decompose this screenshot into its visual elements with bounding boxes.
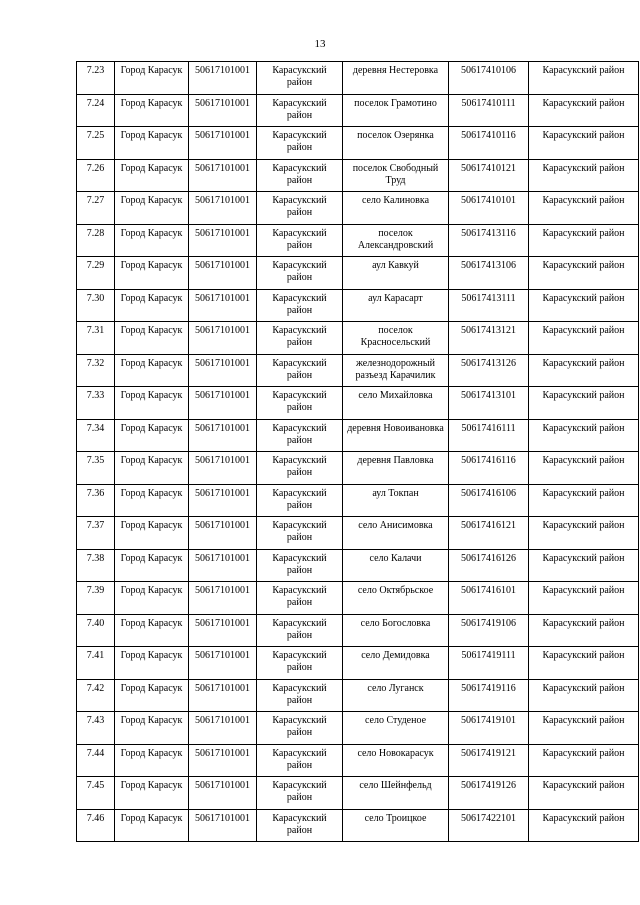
row-number-cell: 7.26 (77, 159, 115, 192)
settlement-cell: аул Кавкуй (343, 257, 449, 290)
settlement-cell: село Студеное (343, 712, 449, 745)
settlement-code-cell: 50617410121 (449, 159, 529, 192)
row-number-cell: 7.42 (77, 679, 115, 712)
row-number-cell: 7.46 (77, 809, 115, 842)
settlement-district-cell: Карасукский район (529, 712, 639, 745)
municipality-cell: Город Карасук (115, 744, 189, 777)
settlement-code-cell: 50617413121 (449, 322, 529, 355)
table-row (77, 744, 639, 777)
municipality-cell: Город Карасук (115, 159, 189, 192)
settlement-code-cell: 50617413101 (449, 387, 529, 420)
municipality-code-cell: 50617101001 (189, 192, 257, 225)
settlement-cell: деревня Павловка (343, 452, 449, 485)
municipality-code-cell: 50617101001 (189, 224, 257, 257)
district-cell: Карасукский район (257, 679, 343, 712)
municipality-cell: Город Карасук (115, 94, 189, 127)
settlement-code-cell: 50617419101 (449, 712, 529, 745)
table-row (77, 94, 639, 127)
district-cell: Карасукский район (257, 322, 343, 355)
municipality-cell: Город Карасук (115, 517, 189, 550)
table-row (77, 484, 639, 517)
settlement-code-cell: 50617410106 (449, 62, 529, 95)
row-number-cell: 7.41 (77, 647, 115, 680)
municipality-code-cell: 50617101001 (189, 159, 257, 192)
municipality-code-cell: 50617101001 (189, 419, 257, 452)
table-row (77, 387, 639, 420)
municipality-cell: Город Карасук (115, 192, 189, 225)
table-row (77, 777, 639, 810)
municipality-cell: Город Карасук (115, 647, 189, 680)
municipality-cell: Город Карасук (115, 387, 189, 420)
row-number-cell: 7.35 (77, 452, 115, 485)
settlement-code-cell: 50617416126 (449, 549, 529, 582)
table-row (77, 159, 639, 192)
row-number-cell: 7.38 (77, 549, 115, 582)
settlement-cell: село Шейнфельд (343, 777, 449, 810)
municipality-code-cell: 50617101001 (189, 62, 257, 95)
table-row (77, 289, 639, 322)
district-cell: Карасукский район (257, 777, 343, 810)
row-number-cell: 7.27 (77, 192, 115, 225)
municipality-code-cell: 50617101001 (189, 452, 257, 485)
settlement-cell: поселок Грамотино (343, 94, 449, 127)
row-number-cell: 7.45 (77, 777, 115, 810)
row-number-cell: 7.40 (77, 614, 115, 647)
row-number-cell: 7.24 (77, 94, 115, 127)
settlement-cell: село Калачи (343, 549, 449, 582)
municipality-cell: Город Карасук (115, 257, 189, 290)
municipality-cell: Город Карасук (115, 62, 189, 95)
settlement-district-cell: Карасукский район (529, 127, 639, 160)
municipality-cell: Город Карасук (115, 452, 189, 485)
settlement-cell: село Троицкое (343, 809, 449, 842)
table-row (77, 192, 639, 225)
table-row (77, 257, 639, 290)
municipality-code-cell: 50617101001 (189, 712, 257, 745)
municipality-cell: Город Карасук (115, 777, 189, 810)
row-number-cell: 7.23 (77, 62, 115, 95)
table-row (77, 127, 639, 160)
row-number-cell: 7.33 (77, 387, 115, 420)
settlement-district-cell: Карасукский район (529, 452, 639, 485)
settlement-district-cell: Карасукский район (529, 192, 639, 225)
municipality-code-cell: 50617101001 (189, 354, 257, 387)
row-number-cell: 7.44 (77, 744, 115, 777)
municipality-cell: Город Карасук (115, 289, 189, 322)
district-cell: Карасукский район (257, 192, 343, 225)
settlement-code-cell: 50617416116 (449, 452, 529, 485)
settlement-cell: деревня Новоивановка (343, 419, 449, 452)
municipality-cell: Город Карасук (115, 419, 189, 452)
municipality-code-cell: 50617101001 (189, 517, 257, 550)
municipality-cell: Город Карасук (115, 322, 189, 355)
settlement-district-cell: Карасукский район (529, 582, 639, 615)
settlement-cell: поселок Красносельский (343, 322, 449, 355)
settlement-district-cell: Карасукский район (529, 549, 639, 582)
municipality-code-cell: 50617101001 (189, 322, 257, 355)
settlement-cell: село Калиновка (343, 192, 449, 225)
district-cell: Карасукский район (257, 387, 343, 420)
row-number-cell: 7.43 (77, 712, 115, 745)
settlement-district-cell: Карасукский район (529, 809, 639, 842)
municipality-code-cell: 50617101001 (189, 582, 257, 615)
district-cell: Карасукский район (257, 549, 343, 582)
table-row (77, 419, 639, 452)
district-cell: Карасукский район (257, 582, 343, 615)
row-number-cell: 7.31 (77, 322, 115, 355)
settlement-code-cell: 50617419116 (449, 679, 529, 712)
settlement-district-cell: Карасукский район (529, 224, 639, 257)
municipality-cell: Город Карасук (115, 354, 189, 387)
settlement-district-cell: Карасукский район (529, 354, 639, 387)
settlement-district-cell: Карасукский район (529, 484, 639, 517)
settlement-cell: село Михайловка (343, 387, 449, 420)
settlement-cell: село Октябрьское (343, 582, 449, 615)
municipality-code-cell: 50617101001 (189, 744, 257, 777)
settlement-code-cell: 50617416106 (449, 484, 529, 517)
settlement-code-cell: 50617419106 (449, 614, 529, 647)
table-row (77, 549, 639, 582)
settlement-code-cell: 50617413106 (449, 257, 529, 290)
settlement-code-cell: 50617413126 (449, 354, 529, 387)
table-row (77, 647, 639, 680)
settlement-cell: поселок Озерянка (343, 127, 449, 160)
settlement-code-cell: 50617410101 (449, 192, 529, 225)
table-row (77, 712, 639, 745)
row-number-cell: 7.32 (77, 354, 115, 387)
table-row (77, 62, 639, 95)
settlement-district-cell: Карасукский район (529, 647, 639, 680)
municipality-cell: Город Карасук (115, 582, 189, 615)
district-cell: Карасукский район (257, 159, 343, 192)
municipality-code-cell: 50617101001 (189, 387, 257, 420)
settlement-district-cell: Карасукский район (529, 744, 639, 777)
settlement-code-cell: 50617419121 (449, 744, 529, 777)
municipality-cell: Город Карасук (115, 484, 189, 517)
settlements-table (76, 61, 639, 842)
settlement-cell: аул Карасарт (343, 289, 449, 322)
district-cell: Карасукский район (257, 257, 343, 290)
district-cell: Карасукский район (257, 127, 343, 160)
settlement-code-cell: 50617413116 (449, 224, 529, 257)
row-number-cell: 7.36 (77, 484, 115, 517)
district-cell: Карасукский район (257, 94, 343, 127)
settlement-cell: деревня Нестеровка (343, 62, 449, 95)
table-row (77, 224, 639, 257)
municipality-cell: Город Карасук (115, 127, 189, 160)
settlement-cell: село Демидовка (343, 647, 449, 680)
district-cell: Карасукский район (257, 354, 343, 387)
settlement-cell: село Луганск (343, 679, 449, 712)
municipality-code-cell: 50617101001 (189, 549, 257, 582)
settlement-code-cell: 50617416101 (449, 582, 529, 615)
municipality-code-cell: 50617101001 (189, 809, 257, 842)
municipality-code-cell: 50617101001 (189, 289, 257, 322)
settlement-district-cell: Карасукский район (529, 614, 639, 647)
district-cell: Карасукский район (257, 452, 343, 485)
settlement-cell: поселок Александровский (343, 224, 449, 257)
settlement-code-cell: 50617410111 (449, 94, 529, 127)
table-row (77, 517, 639, 550)
page-number: 13 (314, 38, 326, 50)
district-cell: Карасукский район (257, 289, 343, 322)
municipality-code-cell: 50617101001 (189, 484, 257, 517)
table-row (77, 322, 639, 355)
district-cell: Карасукский район (257, 614, 343, 647)
municipality-code-cell: 50617101001 (189, 94, 257, 127)
municipality-cell: Город Карасук (115, 809, 189, 842)
settlement-district-cell: Карасукский район (529, 679, 639, 712)
district-cell: Карасукский район (257, 744, 343, 777)
settlement-district-cell: Карасукский район (529, 419, 639, 452)
municipality-code-cell: 50617101001 (189, 127, 257, 160)
municipality-cell: Город Карасук (115, 224, 189, 257)
settlement-district-cell: Карасукский район (529, 322, 639, 355)
settlement-code-cell: 50617419126 (449, 777, 529, 810)
row-number-cell: 7.25 (77, 127, 115, 160)
settlement-district-cell: Карасукский район (529, 289, 639, 322)
settlement-district-cell: Карасукский район (529, 62, 639, 95)
district-cell: Карасукский район (257, 517, 343, 550)
table-row (77, 614, 639, 647)
settlement-cell: село Анисимовка (343, 517, 449, 550)
settlement-cell: железнодорожный разъезд Карачилик (343, 354, 449, 387)
settlement-cell: аул Токпан (343, 484, 449, 517)
settlement-code-cell: 50617422101 (449, 809, 529, 842)
settlement-code-cell: 50617416111 (449, 419, 529, 452)
district-cell: Карасукский район (257, 647, 343, 680)
row-number-cell: 7.29 (77, 257, 115, 290)
settlement-code-cell: 50617416121 (449, 517, 529, 550)
municipality-code-cell: 50617101001 (189, 647, 257, 680)
settlement-cell: село Новокарасук (343, 744, 449, 777)
row-number-cell: 7.37 (77, 517, 115, 550)
municipality-code-cell: 50617101001 (189, 777, 257, 810)
municipality-cell: Город Карасук (115, 679, 189, 712)
table-row (77, 452, 639, 485)
municipality-code-cell: 50617101001 (189, 614, 257, 647)
district-cell: Карасукский район (257, 712, 343, 745)
municipality-code-cell: 50617101001 (189, 679, 257, 712)
row-number-cell: 7.39 (77, 582, 115, 615)
municipality-cell: Город Карасук (115, 549, 189, 582)
table-body (77, 62, 639, 842)
table-row (77, 582, 639, 615)
table-row (77, 354, 639, 387)
settlement-district-cell: Карасукский район (529, 94, 639, 127)
settlement-cell: село Богословка (343, 614, 449, 647)
municipality-cell: Город Карасук (115, 614, 189, 647)
settlement-district-cell: Карасукский район (529, 257, 639, 290)
row-number-cell: 7.28 (77, 224, 115, 257)
settlement-district-cell: Карасукский район (529, 517, 639, 550)
settlement-district-cell: Карасукский район (529, 777, 639, 810)
row-number-cell: 7.30 (77, 289, 115, 322)
municipality-cell: Город Карасук (115, 712, 189, 745)
settlement-cell: поселок Свободный Труд (343, 159, 449, 192)
table-row (77, 809, 639, 842)
settlement-district-cell: Карасукский район (529, 387, 639, 420)
district-cell: Карасукский район (257, 419, 343, 452)
settlement-code-cell: 50617410116 (449, 127, 529, 160)
settlement-code-cell: 50617419111 (449, 647, 529, 680)
district-cell: Карасукский район (257, 484, 343, 517)
district-cell: Карасукский район (257, 224, 343, 257)
district-cell: Карасукский район (257, 62, 343, 95)
district-cell: Карасукский район (257, 809, 343, 842)
table-row (77, 679, 639, 712)
municipality-code-cell: 50617101001 (189, 257, 257, 290)
settlement-code-cell: 50617413111 (449, 289, 529, 322)
settlement-district-cell: Карасукский район (529, 159, 639, 192)
row-number-cell: 7.34 (77, 419, 115, 452)
